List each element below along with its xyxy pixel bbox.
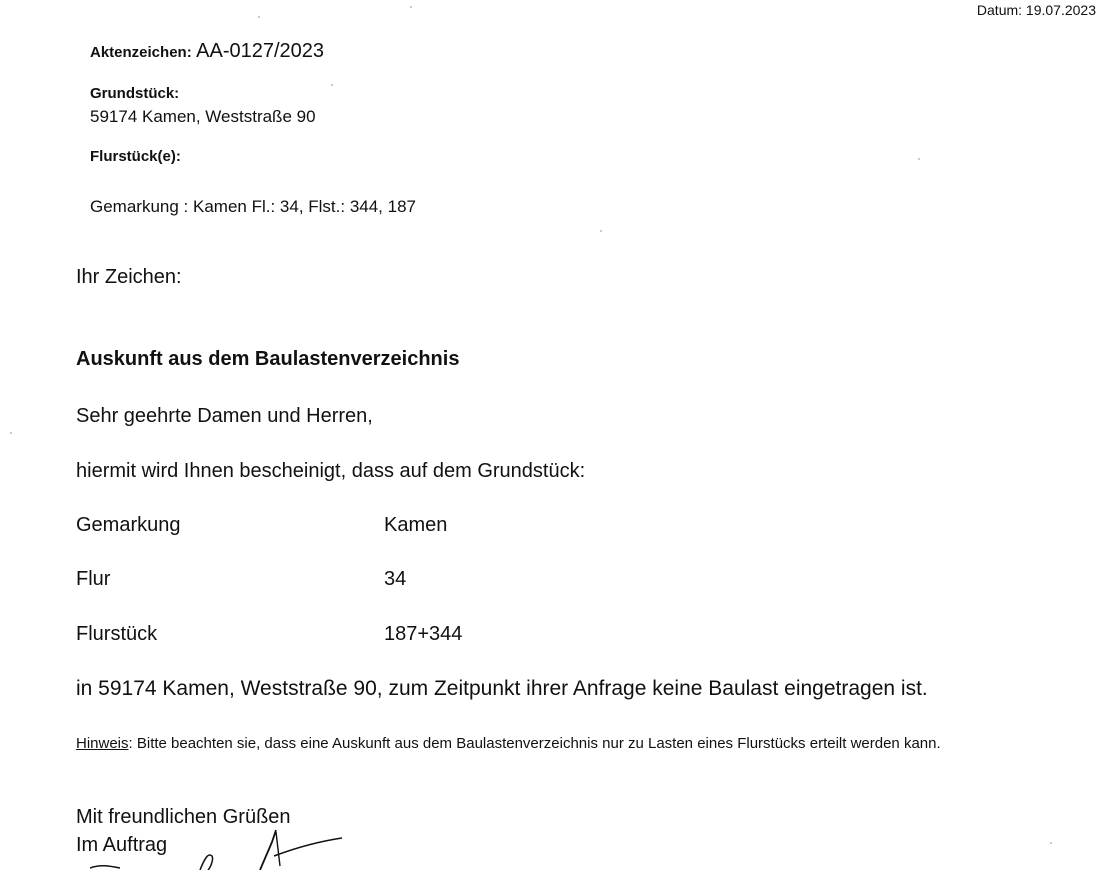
grundstueck-label: Grundstück: (90, 85, 180, 102)
hint-label: Hinweis (76, 735, 129, 752)
date-value: 19.07.2023 (1025, 2, 1096, 18)
hint-text: : Bitte beachten sie, dass eine Auskunft aus dem Baulastenverzeichnis nur zu Lasten eines Flurstücks erteilt werden kann. (128, 735, 941, 752)
gemarkung-line: Gemarkung : Kamen Fl.: 34, Flst.: 344, 187 (90, 197, 416, 216)
subject-title: Auskunft aus dem Baulastenverzeichnis (76, 348, 460, 370)
hint-paragraph (76, 734, 1076, 753)
ihr-zeichen: Ihr Zeichen: (76, 266, 182, 288)
grundstueck-value: 59174 Kamen, Weststraße 90 (90, 107, 316, 126)
aktenzeichen-line (90, 40, 324, 63)
detail-value-gemarkung: Kamen (384, 514, 448, 536)
date-line (977, 2, 1096, 18)
intro-text: hiermit wird Ihnen bescheinigt, dass auf dem Grundstück: (76, 460, 586, 482)
date-label: Datum: (976, 2, 1023, 18)
detail-value-flurstueck: 187+344 (384, 623, 463, 645)
detail-label-gemarkung: Gemarkung (76, 514, 181, 536)
aktenzeichen-value: AA-0127/2023 (196, 40, 325, 62)
conclusion-text: in 59174 Kamen, Weststraße 90, zum Zeitpunkt ihrer Anfrage keine Baulast eingetragen ist. (76, 677, 928, 700)
im-auftrag: Im Auftrag (76, 834, 168, 856)
detail-label-flurstueck: Flurstück (76, 623, 158, 645)
detail-value-flur: 34 (384, 568, 407, 590)
flurstueck-label: Flurstück(e): (90, 148, 181, 165)
salutation: Sehr geehrte Damen und Herren, (76, 405, 373, 427)
aktenzeichen-label: Aktenzeichen: (90, 44, 192, 61)
closing-greeting: Mit freundlichen Grüßen (76, 806, 291, 828)
handwritten-signature (90, 820, 390, 870)
detail-label-flur: Flur (76, 568, 111, 590)
